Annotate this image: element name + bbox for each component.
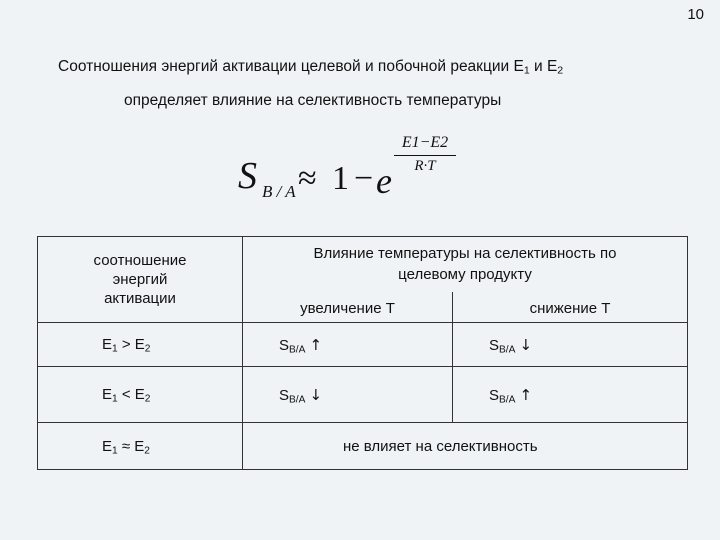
header-energy-ratio: соотношение энергий активации [38,237,243,323]
formula-fraction-bar [394,155,456,156]
selectivity-on-decrease: $S_{B/A}$ ↑ [453,367,688,423]
formula-minus: − [354,160,374,197]
arrow-down-icon: ↓ [519,335,533,354]
activation-energy-table [37,236,688,470]
table-row [38,367,688,423]
formula-lhs-subscript: B / A [262,182,296,201]
selectivity-on-decrease: $S_{B/A}$ ↓ [453,323,688,367]
no-influence-cell: не влияет на селективность [243,423,688,470]
table-row [38,423,688,470]
table-row [38,323,688,367]
formula-approx-sign: ≈ [298,160,317,197]
arrow-down-icon: ↓ [309,385,323,404]
selectivity-on-increase: $S_{B/A}$ ↓ [243,367,453,423]
energy-relation-cell: $E_1 > E_2$ [38,323,243,367]
header-temperature-influence: Влияние температуры на селективность по целевому продукту [243,237,688,292]
selectivity-on-increase: $S_{B/A}$ ↑ [243,323,453,367]
selectivity-formula [236,128,466,208]
header-increase-t: увеличение Т [243,292,453,323]
page-number: 10 [687,6,704,23]
formula-lhs: S [238,155,257,197]
energy-relation-cell: $E_1 < E_2$ [38,367,243,423]
formula-exponent-denominator: R·T [414,158,436,174]
formula-exponent-numerator: E1−E2 [401,134,449,151]
arrow-up-icon: ↑ [519,385,533,404]
arrow-up-icon: ↑ [309,335,323,354]
header-decrease-t: снижение Т [453,292,688,323]
intro-line-1: Соотношения энергий активации целевой и побочной реакции $E_1$ и $E_2$ [58,58,564,77]
formula-base-e: e [376,161,392,201]
intro-line-2: определяет влияние на селективность температуры [124,92,502,109]
formula-one: 1 [332,160,349,197]
energy-relation-cell: $E_1 \approx E_2$ [38,423,243,470]
